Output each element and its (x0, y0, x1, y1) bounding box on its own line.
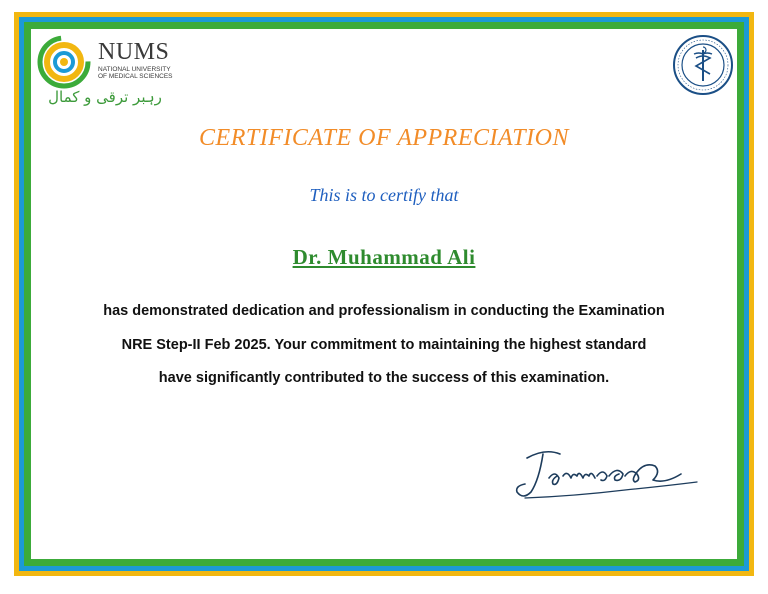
logo-subtitle-line2: OF MEDICAL SCIENCES (98, 73, 173, 80)
certificate-title: CERTIFICATE OF APPRECIATION (199, 125, 569, 151)
logo-subtitle (98, 66, 178, 80)
recipient-name: Dr. Muhammad Ali (292, 245, 476, 269)
logo-subtitle-line1: NATIONAL UNIVERSITY (98, 66, 171, 73)
medical-seal-icon (672, 34, 734, 96)
logo-title: NUMS (98, 39, 170, 65)
logo-urdu-tagline: رہبر ترقی و کمال (48, 88, 162, 106)
signature (505, 440, 705, 510)
nums-logo (36, 34, 176, 114)
body-line-2: NRE Step-II Feb 2025. Your commitment to maintaining the highest standard (121, 337, 647, 353)
certify-intro: This is to certify that (309, 185, 459, 205)
nums-ring-icon (36, 34, 96, 94)
body-line-1: has demonstrated dedication and professionalism in conducting the Examination (103, 303, 665, 319)
body-line-3: have significantly contributed to the success of this examination. (158, 370, 610, 386)
